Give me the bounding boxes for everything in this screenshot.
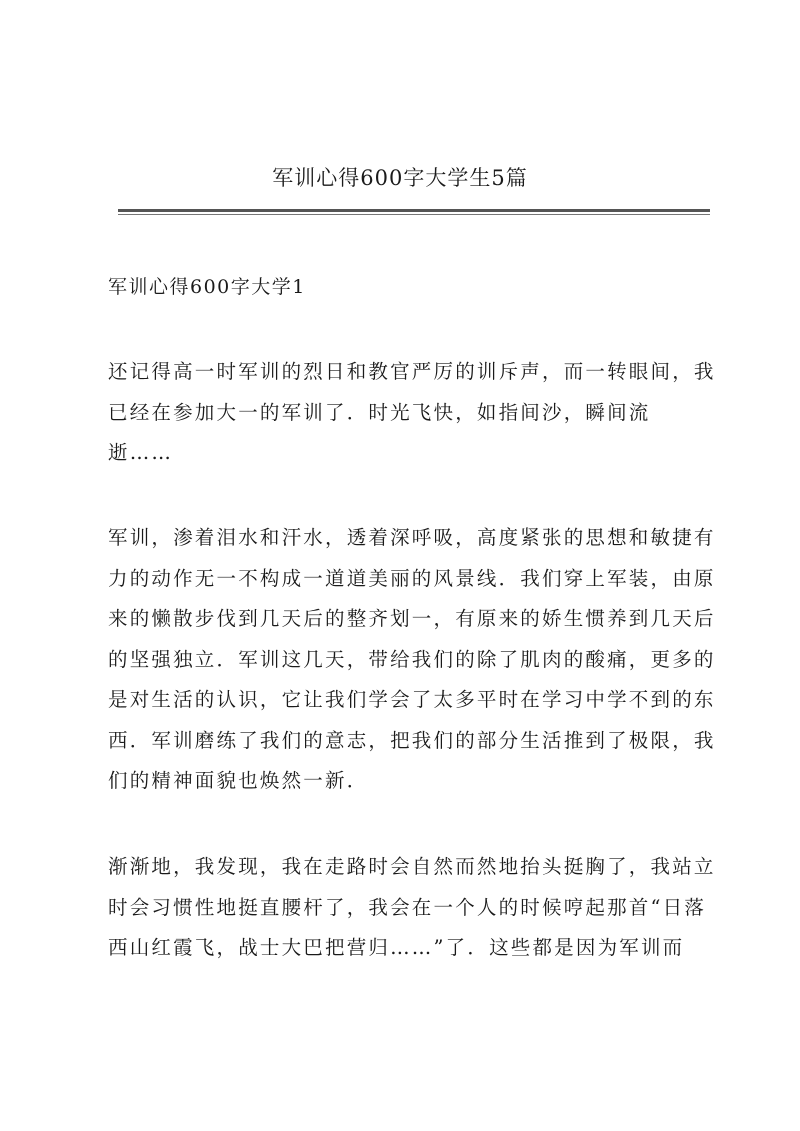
paragraph-line: 还记得高一时军训的烈日和教官严厉的训斥声，而一转眼间，我 — [108, 360, 716, 383]
paragraph-line: 渐渐地，我发现，我在走路时会自然而然地抬头挺胸了，我站立 — [108, 855, 716, 878]
paragraph — [108, 352, 716, 474]
paragraph-line: 西．军训磨练了我们的意志，把我们的部分生活推到了极限，我 — [108, 728, 716, 752]
paragraph-line: 时会习惯性地挺直腰杆了，我会在一个人的时候哼起那首“日落 — [108, 895, 707, 919]
title-underline-thick — [118, 209, 710, 212]
paragraph-line: 力的动作无一不构成一道道美丽的风景线．我们穿上军装，由原 — [108, 566, 716, 590]
paragraph-line: 的坚强独立．军训这几天，带给我们的除了肌肉的酸痛，更多的 — [108, 647, 716, 671]
paragraph-line: 西山红霞飞，战士大巴把营归……”了．这些都是因为军训而 — [108, 936, 685, 959]
paragraph-line: 是对生活的认识，它让我们学会了太多平时在学习中学不到的东 — [108, 688, 716, 711]
title-underline-thin — [118, 214, 710, 215]
paragraph-line: 逝…… — [108, 441, 174, 464]
paragraph-line: 已经在参加大一的军训了．时光飞快，如指间沙，瞬间流 — [108, 400, 651, 424]
paragraph — [108, 518, 716, 802]
paragraph-line: 来的懒散步伐到几天后的整齐划一，有原来的娇生惯养到几天后 — [108, 607, 716, 630]
paragraph-line: 军训，渗着泪水和汗水，透着深呼吸，高度紧张的思想和敏捷有 — [108, 526, 716, 549]
section-heading: 军训心得600字大学1 — [108, 276, 306, 298]
paragraph-line: 们的精神面貌也焕然一新． — [108, 769, 369, 792]
document-title: 军训心得600字大学生5篇 — [272, 166, 528, 190]
paragraph — [108, 847, 716, 969]
